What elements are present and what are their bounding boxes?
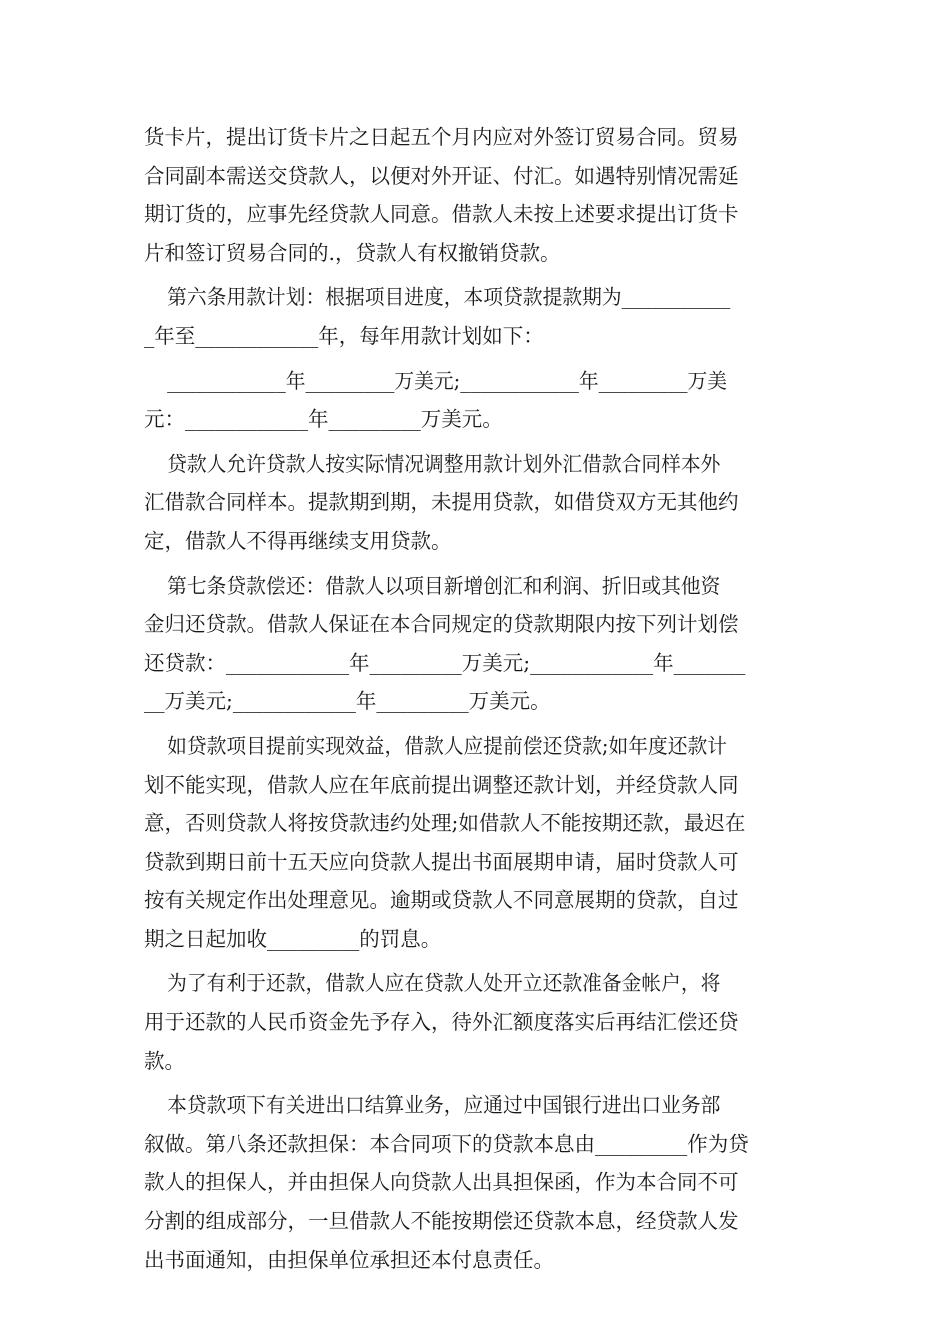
document-body xyxy=(144,118,808,1279)
text-line: 第六条用款计划：根据项目进度，本项贷款提款期为___________ xyxy=(167,285,731,310)
text-line: 出书面通知，由担保单位承担还本付息责任。 xyxy=(144,1247,554,1272)
text-line: 为了有利于还款，借款人应在贷款人处开立还款准备金帐户，将 xyxy=(167,971,721,996)
paragraph xyxy=(144,278,808,355)
text-line: 如贷款项目提前实现效益，借款人应提前偿还贷款;如年度还款计 xyxy=(167,733,728,758)
paragraph xyxy=(144,118,808,272)
text-line: 汇借款合同样本。提款期到期，未提用贷款，如借贷双方无其他约 xyxy=(144,490,739,515)
text-line: 第七条贷款偿还：借款人以项目新增创汇和利润、折旧或其他资 xyxy=(167,573,721,598)
text-line: 款人的担保人，并由担保人向贷款人出具担保函，作为本合同不可 xyxy=(144,1170,739,1195)
text-line: 用于还款的人民币资金先予存入，待外汇额度落实后再结汇偿还贷 xyxy=(144,1010,739,1035)
text-line: 合同副本需送交贷款人，以便对外开证、付汇。如遇特别情况需延 xyxy=(144,163,739,188)
text-line: 分割的组成部分，一旦借款人不能按期偿还贷款本息，经贷款人发 xyxy=(144,1209,739,1234)
paragraph xyxy=(144,964,808,1080)
text-line: 金归还贷款。借款人保证在本合同规定的贷款期限内按下列计划偿 xyxy=(144,612,739,637)
text-line: 意，否则贷款人将按贷款违约处理;如借款人不能按期还款，最迟在 xyxy=(144,811,746,836)
text-line: 本贷款项下有关进出口结算业务，应通过中国银行进出口业务部 xyxy=(167,1093,721,1118)
text-line: 元：____________年_________万美元。 xyxy=(144,407,503,432)
text-line: 贷款到期日前十五天应向贷款人提出书面展期申请，届时贷款人可 xyxy=(144,849,739,874)
paragraph xyxy=(144,1086,808,1279)
text-line: 按有关规定作出处理意见。逾期或贷款人不同意展期的贷款，自过 xyxy=(144,888,739,913)
paragraph xyxy=(144,567,808,721)
text-line: ____________年_________万美元;____________年_________万美 xyxy=(167,368,728,393)
text-line: 货卡片，提出订货卡片之日起五个月内应对外签订贸易合同。贸易 xyxy=(144,125,739,149)
text-line: 划不能实现，借款人应在年底前提出调整还款计划，并经贷款人同 xyxy=(144,772,739,797)
text-line: 叙做。第八条还款担保：本合同项下的贷款本息由_________作为贷 xyxy=(144,1131,749,1156)
text-line: 期订货的，应事先经贷款人同意。借款人未按上述要求提出订货卡 xyxy=(144,202,739,227)
text-line: __万美元;____________年_________万美元。 xyxy=(144,689,551,714)
paragraph xyxy=(144,727,808,959)
text-line: 还贷款：____________年_________万美元;____________年_______ xyxy=(144,650,746,675)
paragraph xyxy=(144,362,808,439)
text-line: 定，借款人不得再继续支用贷款。 xyxy=(144,528,452,553)
document-page xyxy=(144,118,808,1285)
text-line: _年至____________年，每年用款计划如下： xyxy=(144,323,544,348)
text-line: 片和签订贸易合同的.，贷款人有权撤销贷款。 xyxy=(144,240,561,265)
text-line: 款。 xyxy=(144,1048,185,1073)
text-line: 期之日起加收_________的罚息。 xyxy=(144,926,442,951)
paragraph xyxy=(144,445,808,561)
text-line: 贷款人允许贷款人按实际情况调整用款计划外汇借款合同样本外 xyxy=(167,451,721,476)
